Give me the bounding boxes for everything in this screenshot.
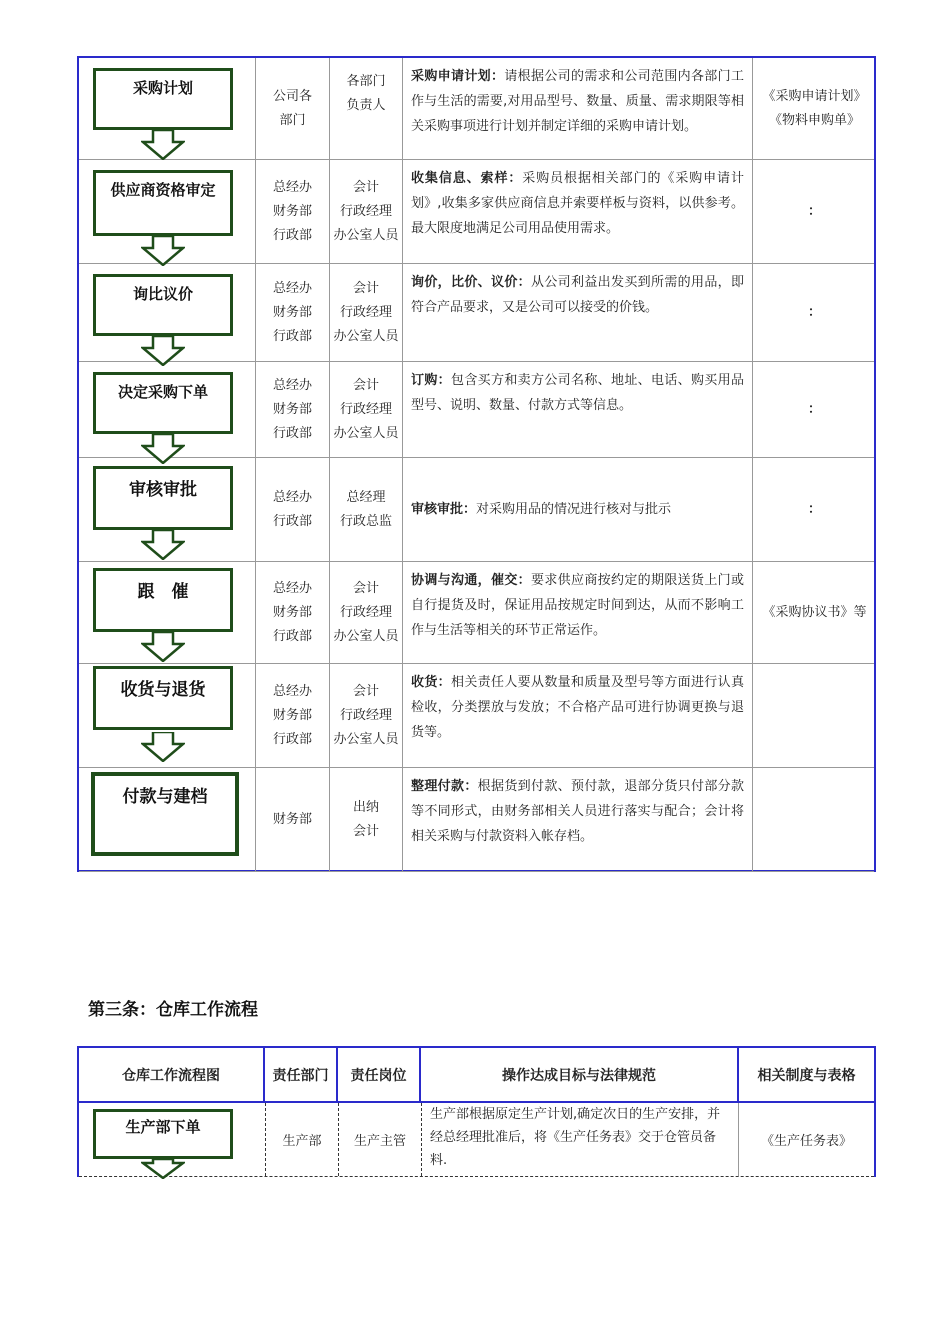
table-row xyxy=(79,458,874,562)
post-cell: 出纳 会计 xyxy=(329,768,402,871)
flow-step-box: 生产部下单 xyxy=(93,1109,233,1159)
reference-cell: ： xyxy=(807,401,821,417)
down-arrow-icon xyxy=(141,732,185,762)
table-row xyxy=(79,160,874,264)
flow-step-box: 跟 催 xyxy=(93,568,233,632)
table-row xyxy=(79,362,874,458)
description-cell: 审核审批：对采购用品的情况进行核对与批示 xyxy=(402,458,753,561)
header-cell: 责任岗位 xyxy=(338,1048,421,1101)
dept-cell: 公司各 部门 xyxy=(255,58,329,159)
section-title: 第三条：仓库工作流程 xyxy=(88,1000,258,1020)
reference-cell xyxy=(753,664,876,767)
table-row xyxy=(79,58,874,160)
down-arrow-icon xyxy=(141,130,185,160)
purchase-flow-table xyxy=(77,56,876,872)
table-row xyxy=(79,1103,874,1177)
dept-cell: 财务部 xyxy=(255,768,329,871)
table-row xyxy=(79,562,874,664)
description-cell: 协调与沟通，催交：要求供应商按约定的期限送货上门或自行提货及时，保证用品按规定时间到达，从而不影响工作与生活等相关的环节正常运作。 xyxy=(402,562,753,663)
dept-cell: 总经办 财务部 行政部 xyxy=(255,562,329,663)
header-cell: 相关制度与表格 xyxy=(757,1067,856,1084)
table-row xyxy=(79,664,874,768)
down-arrow-icon xyxy=(141,336,185,366)
table-row xyxy=(79,264,874,362)
table-header xyxy=(79,1048,874,1103)
reference-cell: 《采购协议书》等 xyxy=(762,604,867,620)
down-arrow-icon xyxy=(141,530,185,560)
flow-step-box: 采购计划 xyxy=(93,68,233,130)
reference-cell: ： xyxy=(807,203,821,219)
dept-cell: 总经办 行政部 xyxy=(255,458,329,561)
description-cell: 生产部根据原定生产计划,确定次日的生产安排，并经总经理批准后，将《生产任务表》交于仓管员备料. xyxy=(421,1103,739,1176)
down-arrow-icon xyxy=(141,1159,185,1179)
description-cell: 订购：包含买方和卖方公司名称、地址、电话、购买用品型号、说明、数量、付款方式等信息。 xyxy=(402,362,753,457)
post-cell: 会计 行政经理 办公室人员 xyxy=(329,160,402,263)
flow-step-box: 收货与退货 xyxy=(93,666,233,730)
post-cell: 会计 行政经理 办公室人员 xyxy=(329,264,402,361)
dept-cell: 总经办 财务部 行政部 xyxy=(255,160,329,263)
reference-cell: 《生产任务表》 xyxy=(760,1134,852,1149)
dept-cell: 生产部 xyxy=(265,1103,338,1176)
warehouse-flow-table xyxy=(77,1046,876,1177)
reference-cell: ： xyxy=(807,304,821,320)
down-arrow-icon xyxy=(141,632,185,662)
down-arrow-icon xyxy=(141,434,185,464)
dept-cell: 总经办 财务部 行政部 xyxy=(255,664,329,767)
dept-cell: 总经办 财务部 行政部 xyxy=(255,362,329,457)
reference-cell: ： xyxy=(807,501,821,517)
post-cell: 各部门 负责人 xyxy=(329,58,402,159)
reference-cell: 《采购申请计划》 《物料申购单》 xyxy=(762,88,867,128)
reference-cell xyxy=(753,768,876,871)
flow-step-box: 供应商资格审定 xyxy=(93,170,233,236)
flow-step-box: 付款与建档 xyxy=(91,772,239,856)
post-cell: 生产主管 xyxy=(338,1103,421,1176)
post-cell: 会计 行政经理 办公室人员 xyxy=(329,362,402,457)
description-cell: 询价，比价、议价：从公司利益出发买到所需的用品，即符合产品要求，又是公司可以接受的价钱。 xyxy=(402,264,753,361)
post-cell: 会计 行政经理 办公室人员 xyxy=(329,664,402,767)
flow-step-box: 决定采购下单 xyxy=(93,372,233,434)
post-cell: 总经理 行政总监 xyxy=(329,458,402,561)
description-cell: 收货：相关责任人要从数量和质量及型号等方面进行认真检收，分类摆放与发放；不合格产品可进行协调更换与退货等。 xyxy=(402,664,753,767)
dept-cell: 总经办 财务部 行政部 xyxy=(255,264,329,361)
table-row xyxy=(79,768,874,872)
header-cell: 责任部门 xyxy=(265,1048,338,1101)
flow-step-box: 审核审批 xyxy=(93,466,233,530)
description-cell: 整理付款：根据货到付款、预付款，退部分货只付部分款等不同形式，由财务部相关人员进行落实与配合；会计将相关采购与付款资料入帐存档。 xyxy=(402,768,753,871)
header-cell: 操作达成目标与法律规范 xyxy=(421,1048,739,1101)
post-cell: 会计 行政经理 办公室人员 xyxy=(329,562,402,663)
header-cell: 仓库工作流程图 xyxy=(79,1048,265,1101)
description-cell: 采购申请计划：请根据公司的需求和公司范围内各部门工作与生活的需要,对用品型号、数量、质量、需求期限等相关采购事项进行计划并制定详细的采购申请计划。 xyxy=(402,58,753,159)
down-arrow-icon xyxy=(141,236,185,266)
description-cell: 收集信息、索样：采购员根据相关部门的《采购申请计划》,收集多家供应商信息并索要样板与资料，以供参考。最大限度地满足公司用品使用需求。 xyxy=(402,160,753,263)
flow-step-box: 询比议价 xyxy=(93,274,233,336)
